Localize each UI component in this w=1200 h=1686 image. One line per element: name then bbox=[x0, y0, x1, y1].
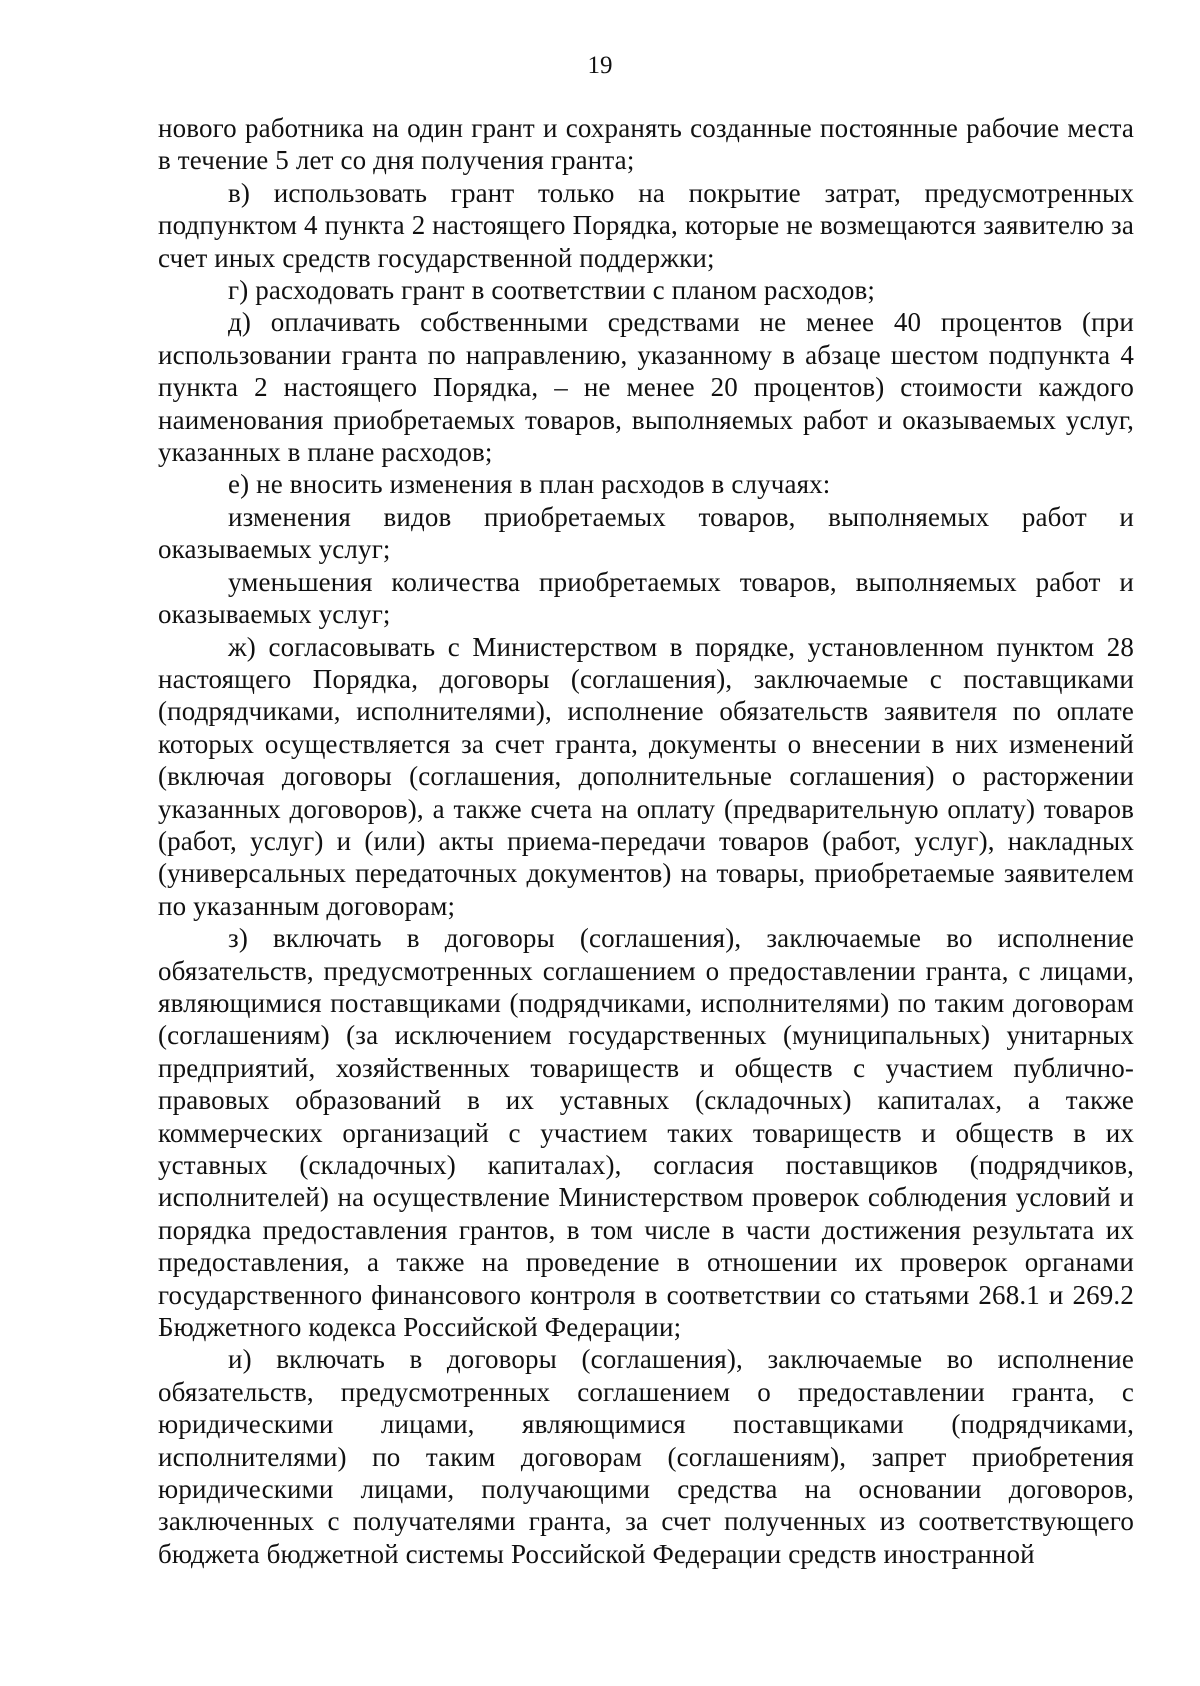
paragraph-item-g: г) расходовать грант в соответствии с планом расходов; bbox=[228, 275, 876, 306]
paragraph-subitem-1: изменения видов приобретаемых товаров, выполняемых работ и оказываемых услуг; bbox=[158, 501, 1134, 565]
paragraph-item-z: з) включать в договоры (соглашения), заключаемые во исполнение обязательств, предусмотренных соглашением о предоставлении гранта, с лицами, являющимися поставщиками (подрядчиками, исполнителями) по таким договорам (соглашениям) (за исключением государственных (муниципальных) унитарных предприятий, хозяйственных товариществ и обществ с участием публично-правовых образований в их уставных (складочных) капиталах, а также коммерческих организаций с участием таких товариществ и обществ в их уставных (складочных) капиталах), согласия поставщиков (подрядчиков, исполнителей) на осуществление Министерством проверок соблюдения условий и порядка предоставления грантов, в том числе в части достижения результата их предоставления, а также на проведение в отношении их проверок органами государственного финансового контроля в соответствии со статьями 268.1 и 269.2 Бюджетного кодекса Российской Федерации; bbox=[158, 923, 1134, 1343]
document-body bbox=[158, 112, 1134, 1570]
paragraph-item-i: и) включать в договоры (соглашения), заключаемые во исполнение обязательств, предусмотренных соглашением о предоставлении гранта, с юридическими лицами, являющимися поставщиками (подрядчиками, исполнителями) по таким договорам (соглашениям), запрет приобретения юридическими лицами, получающими средства на основании договоров, заключенных с получателями гранта, за счет полученных из соответствующего бюджета бюджетной системы Российской Федерации средств иностранной bbox=[158, 1344, 1134, 1569]
paragraph-item-d: д) оплачивать собственными средствами не менее 40 процентов (при использовании гранта по направлению, указанному в абзаце шестом подпункта 4 пункта 2 настоящего Порядка, – не менее 20 процентов) стоимости каждого наименования приобретаемых товаров, выполняемых работ и оказываемых услуг, указанных в плане расходов; bbox=[158, 307, 1134, 468]
paragraph-continuation: нового работника на один грант и сохранять созданные постоянные рабочие места в течение 5 лет со дня получения гранта; bbox=[158, 113, 1134, 176]
paragraph-subitem-2: уменьшения количества приобретаемых товаров, выполняемых работ и оказываемых услуг; bbox=[158, 566, 1134, 630]
paragraph-item-zh: ж) согласовывать с Министерством в порядке, установленном пунктом 28 настоящего Порядка, договоры (соглашения), заключаемые с поставщиками (подрядчиками, исполнителями), исполнение обязательств заявителя по оплате которых осуществляется за счет гранта, документы о внесении в них изменений (включая договоры (соглашения, дополнительные соглашения) о расторжении указанных договоров), а также счета на оплату (предварительную оплату) товаров (работ, услуг) и (или) акты приема-передачи товаров (работ, услуг), накладных (универсальных передаточных документов) на товары, приобретаемые заявителем по указанным договорам; bbox=[158, 631, 1134, 921]
paragraph-item-v: в) использовать грант только на покрытие затрат, предусмотренных подпунктом 4 пункта 2 настоящего Порядка, которые не возмещаются заявителю за счет иных средств государственной поддержки; bbox=[158, 177, 1134, 273]
paragraph-item-e: е) не вносить изменения в план расходов в случаях: bbox=[228, 469, 831, 500]
page-number: 19 bbox=[587, 52, 613, 79]
